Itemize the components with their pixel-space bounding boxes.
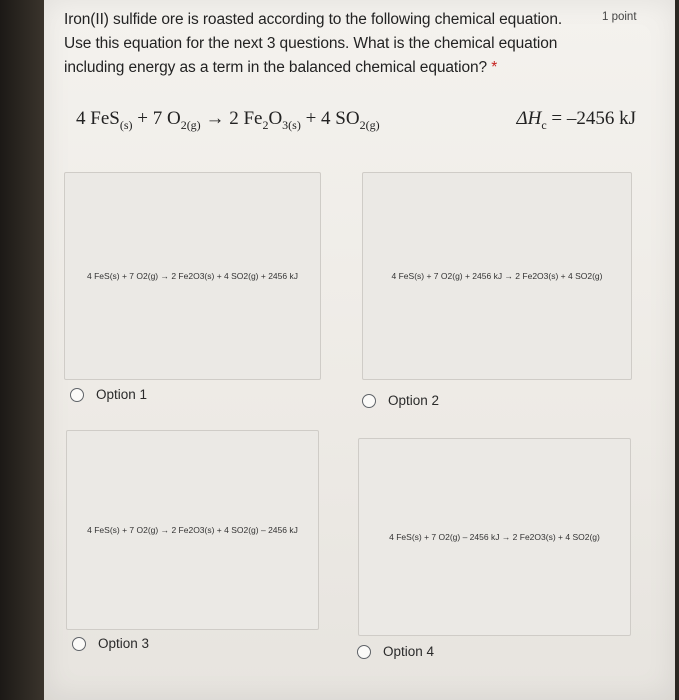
option-1-choice[interactable] [70, 387, 147, 402]
option-3-choice[interactable] [72, 636, 149, 651]
option-4-label: Option 4 [383, 644, 435, 659]
option-4-choice[interactable] [357, 644, 434, 659]
option-3-equation: 4 FeS(s) + 7 O2(g) → 2 Fe2O3(s) + 4 SO2(g) – 2456 kJ [87, 525, 298, 535]
equation-reaction: 4 FeS$_{(s)}$ + 7 $O_{2(g)} \to 2$ $Fe_2O_{3(s)} + 4$ $SO_{2(g)}$ [76, 108, 380, 132]
option-2-equation: 4 FeS(s) + 7 O2(g) + 2456 kJ → 2 Fe2O3(s) + 4 SO2(g) [391, 271, 603, 281]
option-1-radio[interactable] [70, 388, 84, 402]
option-2-radio[interactable] [362, 394, 376, 408]
equation-enthalpy: $\Delta H_c = -2456$ kJ [516, 108, 636, 132]
option-1-equation: 4 FeS(s) + 7 O2(g) → 2 Fe2O3(s) + 4 SO2(g) + 2456 kJ [87, 271, 298, 281]
option-2-choice[interactable] [362, 393, 439, 408]
option-4-equation: 4 FeS(s) + 7 O2(g) – 2456 kJ → 2 Fe2O3(s) + 4 SO2(g) [389, 532, 600, 542]
chemical-equation [76, 108, 636, 133]
screen-edge-shadow [0, 0, 44, 700]
option-3-radio[interactable] [72, 637, 86, 651]
option-1-image[interactable] [64, 172, 321, 380]
option-1-label: Option 1 [96, 387, 148, 402]
points-label: 1 point [602, 11, 637, 23]
option-2-label: Option 2 [388, 393, 440, 408]
required-asterisk: * [491, 59, 498, 76]
option-4-image[interactable] [358, 438, 631, 636]
option-2-image[interactable] [362, 172, 632, 380]
question-title: Iron(II) sulfide ore is roasted according to the following chemical equation. Use this equation for the next 3 questions. What is the chemical equation including energy as a term in the balanced chemical equation? * [64, 11, 563, 76]
option-3-label: Option 3 [98, 636, 150, 651]
option-3-image[interactable] [66, 430, 319, 630]
option-4-radio[interactable] [357, 645, 371, 659]
